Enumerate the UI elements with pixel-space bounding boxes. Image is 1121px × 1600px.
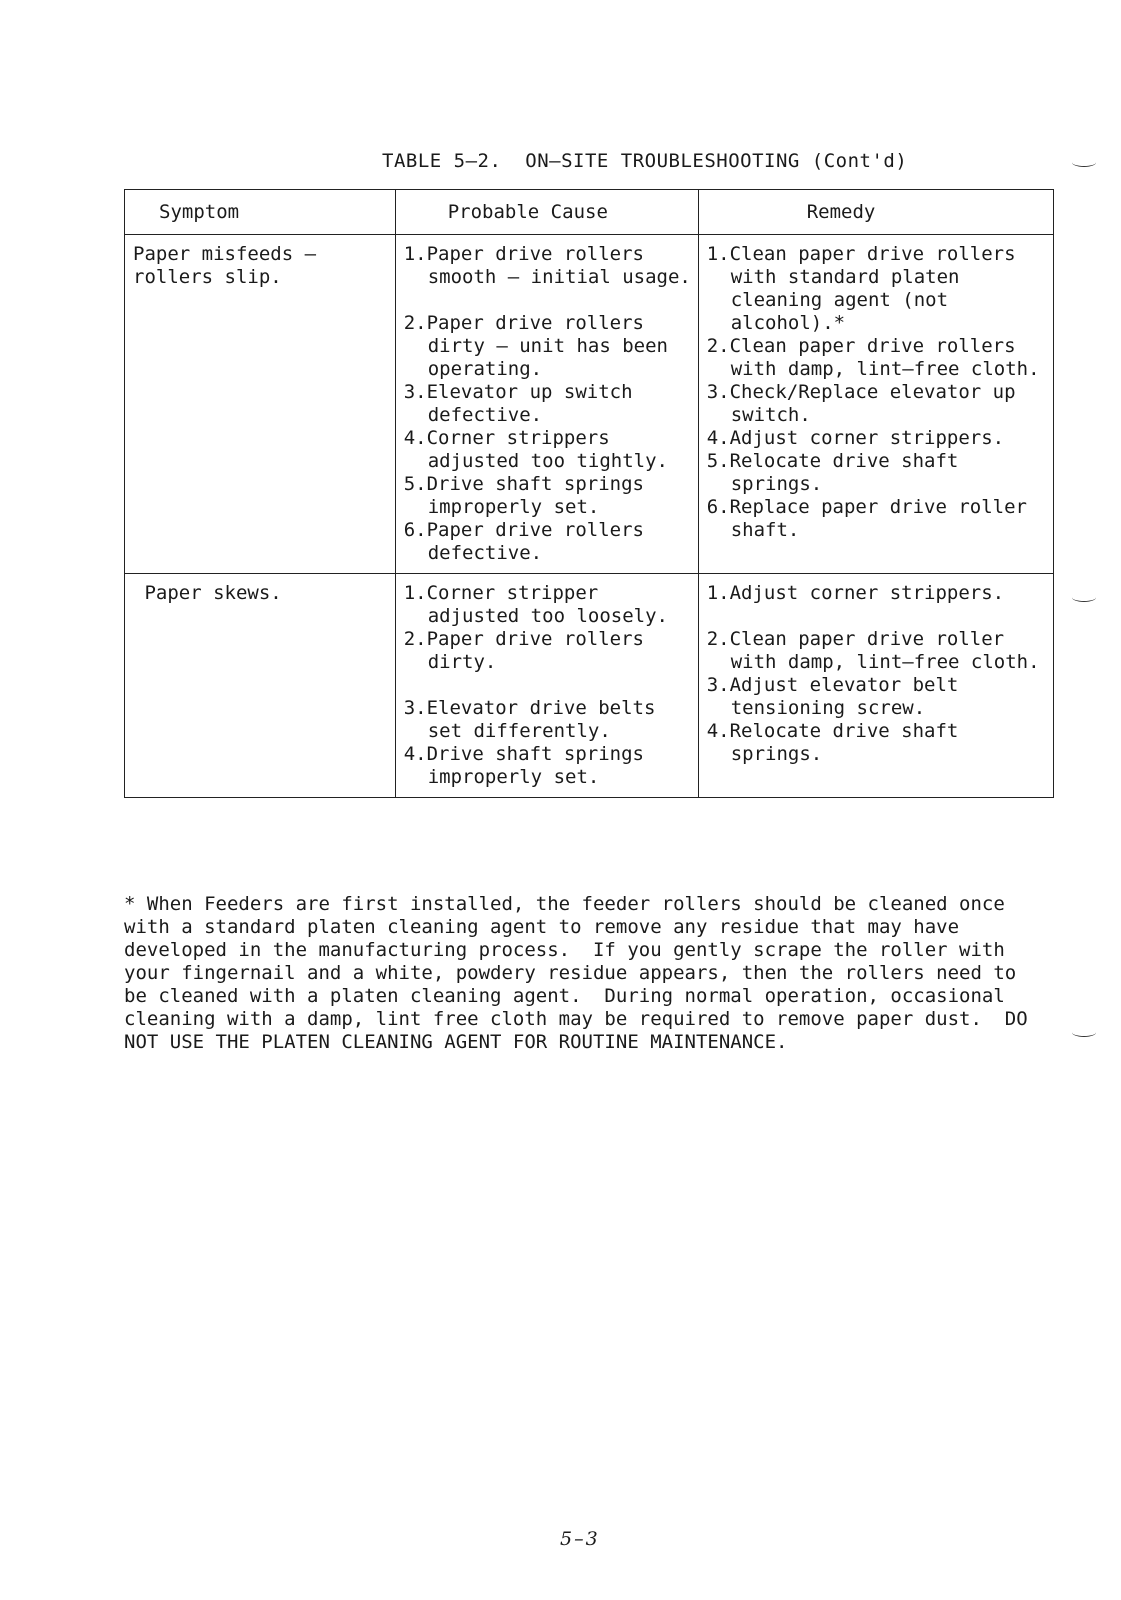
troubleshooting-table <box>124 189 1054 798</box>
remedy-item: 1.Clean paper drive rollers with standard platen cleaning agent (not alcohol).* <box>706 243 1016 334</box>
cause-cell <box>395 235 698 574</box>
cause-item: 6.Paper drive rollers defective. <box>403 519 644 564</box>
symptom-cell <box>125 235 396 574</box>
cause-item: 4.Corner strippers adjusted too tightly. <box>403 427 668 472</box>
cause-item: 3.Elevator drive belts set differently. <box>403 697 656 742</box>
table-row <box>125 574 1054 798</box>
cause-item: 5.Drive shaft springs improperly set. <box>403 473 644 518</box>
cause-item: 1.Corner stripper adjusted too loosely. <box>403 582 668 627</box>
symptom-text: Paper skews. <box>133 582 282 604</box>
page-title: TABLE 5–2. ON–SITE TROUBLESHOOTING (Cont'd) <box>382 150 908 172</box>
margin-mark <box>1072 593 1096 602</box>
remedy-item: 6.Replace paper drive roller shaft. <box>706 496 1027 541</box>
remedy-item: 3.Check/Replace elevator up switch. <box>706 381 1016 426</box>
cause-item: 4.Drive shaft springs improperly set. <box>403 743 644 788</box>
table-row <box>125 235 1054 574</box>
cause-cell <box>395 574 698 798</box>
remedy-item: 1.Adjust corner strippers. <box>706 582 1005 604</box>
table-header-row <box>125 190 1054 235</box>
remedy-cell <box>698 235 1053 574</box>
footnote: * When Feeders are first installed, the feeder rollers should be cleaned once with a standard platen cleaning agent to remove any residue that may have developed in the manufacturing process. If you gently scrape the roller with your fingernail and a white, powdery residue appears, then the rollers need to be cleaned with a platen cleaning agent. During normal operation, occasional cleaning with a damp, lint free cloth may be required to remove paper dust. DO NOT USE THE PLATEN CLEANING AGENT FOR ROUTINE MAINTENANCE. <box>124 893 1028 1053</box>
remedy-item: 5.Relocate drive shaft springs. <box>706 450 959 495</box>
cause-item: 2.Paper drive rollers dirty. <box>403 628 644 673</box>
symptom-text: Paper misfeeds – rollers slip. <box>133 243 317 288</box>
margin-mark <box>1072 1028 1096 1037</box>
margin-mark <box>1072 158 1096 167</box>
remedy-cell <box>698 574 1053 798</box>
cause-item: 2.Paper drive rollers dirty – unit has been operating. <box>403 312 668 380</box>
header-remedy: Remedy <box>698 190 1053 235</box>
header-probable-cause: Probable Cause <box>395 190 698 235</box>
remedy-item: 4.Adjust corner strippers. <box>706 427 1005 449</box>
remedy-item: 4.Relocate drive shaft springs. <box>706 720 959 765</box>
remedy-item: 3.Adjust elevator belt tensioning screw. <box>706 674 959 719</box>
cause-item: 1.Paper drive rollers smooth – initial usage. <box>403 243 691 288</box>
page-number: 5–3 <box>560 1528 600 1550</box>
header-symptom: Symptom <box>125 190 396 235</box>
remedy-item: 2.Clean paper drive roller with damp, lint–free cloth. <box>706 628 1040 673</box>
cause-item: 3.Elevator up switch defective. <box>403 381 633 426</box>
remedy-item: 2.Clean paper drive rollers with damp, lint–free cloth. <box>706 335 1040 380</box>
symptom-cell <box>125 574 396 798</box>
